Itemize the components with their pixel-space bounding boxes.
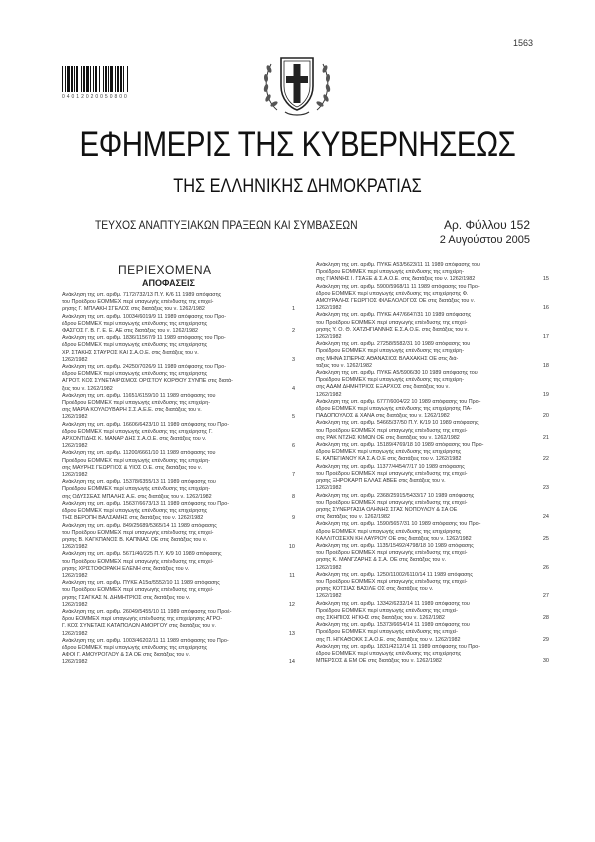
contents-entry-line: Ανάκληση της υπ. αριθμ. 27258/5582/31 10 1989 απόφασης του xyxy=(316,341,471,348)
contents-entry-line: Ανάκληση της υπ. αριθμ. 26049/5455/10 11 1989 απόφασης του Προέ- xyxy=(62,608,232,615)
contents-entry-number: 12 xyxy=(288,601,295,608)
contents-entry-line: ΤΗΣ ΒΕΡΟΠΗ ΒΑΛΣΑΜΗΣ στις διατάξεις του ν. 1262/1982 xyxy=(62,515,204,522)
contents-entry xyxy=(316,399,549,421)
contents-entry xyxy=(62,523,295,552)
contents-entry-line: ρησης Υ. Ο. Θ. ΧΑΤΖΗΓΙΑΝΝΗΣ Ε.Σ.Α.Ο.Ε. στις διατάξεις του ν. xyxy=(316,326,469,333)
contents-entry-line: σης ΑΔΑΜ ΔΗΜΗΤΡΙΟΣ ΕΞΑΡΧΟΣ στις διατάξεις του ν. xyxy=(316,384,450,391)
contents-entry xyxy=(62,501,295,523)
contents-entry-number: 23 xyxy=(542,485,549,492)
contents-entry-line: του Προέδρου ΕΟΜΜΕΧ περί υπαγωγής επένδυσης της επιχεί- xyxy=(316,578,468,585)
coat-of-arms-emblem xyxy=(255,40,339,124)
contents-entry-line: Προέδρου ΕΟΜΜΕΧ περί υπαγωγής επένδυσης της επιχείρη- xyxy=(62,457,211,464)
contents-entry-line: Ανάκληση της υπ. αριθμ. 13342/6232/14 11 1989 απόφασης του xyxy=(316,600,470,607)
contents-entry-line: ρησης ΧΡΙΣΤΟΦΟΡΑΚΗ ΕΛΕΝΗ στις διατάξεις του ν. xyxy=(62,565,190,572)
contents-entry-line: σης ΜΑΥΡΗΣ ΓΕΩΡΓΙΟΣ & ΥΙΟΣ Ο.Ε. στις διατάξεις του ν. xyxy=(62,464,203,471)
contents-entry-line: Προέδρου ΕΟΜΜΕΧ περί υπαγωγής επένδυσης της επιχείρη- xyxy=(316,377,465,384)
contents-entry-line: στις διατάξεις του ν. 1262/1982 xyxy=(316,514,391,521)
contents-entry xyxy=(62,580,295,609)
contents-entry-line: Ανάκληση της υπ. αριθμ. 15378/6355/13 11 1989 απόφασης του xyxy=(62,479,216,486)
contents-entry-number: 26 xyxy=(542,564,549,571)
contents-entry-number: 7 xyxy=(291,472,295,479)
contents-entry xyxy=(316,644,549,666)
contents-entry-line: έδρου ΕΟΜΜΕΧ περί υπαγωγής επένδυσης της επιχείρησης xyxy=(62,644,208,651)
contents-entry-number: 24 xyxy=(542,514,549,521)
contents-entry-number: 19 xyxy=(542,391,549,398)
contents-entry-number: 5 xyxy=(291,414,295,421)
contents-entry-line: έδρου ΕΟΜΜΕΧ περί υπαγωγής επένδυσης της επιχείρησης ΠΑ- xyxy=(316,406,472,413)
contents-entry-line: Ανάκληση της υπ. αριθμ. 6777/6004/22 10 1989 απόφασης του Προ- xyxy=(316,398,481,405)
contents-entry-line: 1262/1982 xyxy=(62,630,88,637)
contents-entry-line: Ανάκληση της υπ. αριθμ. 15189/4769/18 10 1989 απόφασης του Προ- xyxy=(316,442,484,449)
contents-entry-line: 1262/1982 xyxy=(316,305,342,312)
contents-entry-line: ΧΡ. ΣΤΑΚΗΣ ΣΤΑΥΡΟΣ ΚΑΙ Σ.Α.Ο.Ε. στις διατάξεις του ν. xyxy=(62,349,199,356)
contents-entry-number: 29 xyxy=(542,636,549,643)
contents-entry-line: Ανάκληση της υπ. αριθμ. 1590/5657/31 10 1989 απόφασης του Προ- xyxy=(316,521,481,528)
contents-entry-number: 17 xyxy=(542,334,549,341)
contents-entry-line: Ανάκληση της υπ. αριθμ. ΠΥΚΕ Α53/5623/11 11 1989 απόφασης του xyxy=(316,262,480,268)
contents-entry-line: ρησης ΞΗΡΟΚΑΡΠ ΕΛΛΑΣ ΑΒΕΕ στις διατάξεις του ν. xyxy=(316,478,446,485)
contents-entry xyxy=(316,543,549,572)
contents-entry-line: 1262/1982 xyxy=(316,334,342,341)
contents-left-column xyxy=(62,292,295,667)
contents-entry-line: Προέδρου ΕΟΜΜΕΧ περί υπαγωγής επένδυσης της επιχείρη- xyxy=(316,269,465,276)
contents-entry-line: ρησης ΣΥΝΕΡΓΑΣΙΑ ΟΛΗΝΗΣ ΣΓΑΣ ΝΟΠΟΥΛΟΥ & ΣΑ ΟΕ xyxy=(316,506,458,513)
contents-entry-line: έδρου ΕΟΜΜΕΧ περί υπαγωγής επένδυσης της επιχείρησης xyxy=(316,650,462,657)
contents-entry-line: ρησης Β. ΚΑΓΚΠΑΝΟΣ Β. ΚΑΠΝΙΑΣ ΟΕ στις διατάξεις του ν. xyxy=(62,536,208,543)
contents-entry-line: ΑΓΡΟΤ. ΚΟΣ ΣΥΝΕΤΑΙΡΙΣΜΟΣ ΟΡΙΣΤΟΥ ΚΟΡΘΟΥ ΣΥΝΠΕ στις διατά- xyxy=(62,378,233,385)
contents-entry-line: Προέδρου ΕΟΜΜΕΧ περί υπαγωγής επένδυσης της επιχεί- xyxy=(316,607,458,614)
contents-entry xyxy=(316,442,549,464)
contents-entry-number: 4 xyxy=(291,385,295,392)
contents-entry-line: ΠΑΔΟΠΟΥΛΟΣ & ΧΑΝΑ στις διατάξεις του ν. 1262/1982 xyxy=(316,413,450,420)
contents-entry-number: 30 xyxy=(542,658,549,665)
contents-entry-line: 1262/1982 xyxy=(62,544,88,551)
contents-entry xyxy=(316,312,549,341)
contents-entry-line: έδρου ΕΟΜΜΕΧ περί υπαγωγής επένδυσης της επιχείρησης xyxy=(62,342,208,349)
contents-entry-line: ταξεις του ν. 1262/1982 xyxy=(316,362,372,369)
contents-entry-line: Ανάκληση της υπ. αριθμ. ΠΥΚΕ Α5/5906/30 10 1989 απόφασης του xyxy=(316,370,478,377)
contents-entry xyxy=(62,393,295,422)
contents-entry-line: Ανάκληση της υπ. αριθμ. 1836/11567/9 11 1989 απόφασης του Προ- xyxy=(62,335,226,342)
contents-entry-number: 22 xyxy=(542,456,549,463)
contents-entry-line: 1262/1982 xyxy=(316,391,342,398)
contents-entry xyxy=(62,609,295,638)
contents-entry-line: έδρου ΕΟΜΜΕΧ περί υπαγωγής επένδυσης της επιχείρησης xyxy=(62,320,208,327)
contents-entry-number: 11 xyxy=(289,572,295,579)
contents-entry xyxy=(62,638,295,667)
contents-entry xyxy=(316,493,549,522)
issue-date: 2 Αυγούστου 2005 xyxy=(439,234,530,246)
contents-entry-line: Προέδρου ΕΟΜΜΕΧ περί υπαγωγής επένδυσης της επιχείρη- xyxy=(62,400,211,407)
barcode xyxy=(62,66,154,92)
contents-entry xyxy=(62,314,295,336)
page-number: 1563 xyxy=(512,38,533,48)
decisions-heading: ΑΠΟΦΑΣΕΙΣ xyxy=(142,278,195,288)
contents-entry-number: 21 xyxy=(542,434,549,441)
contents-entry-line: σης ΡΑΚ ΝΤΖΗΣ ΚΙΜΩΝ ΟΕ στις διατάξεις του ν. 1262/1982 xyxy=(316,434,460,441)
contents-entry-line: ρησης ΓΣΑΓΚΑΣ Ν. ΔΗΜΗΤΡΙΟΣ στις διατάξεις του ν. xyxy=(62,594,191,601)
contents-entry-line: Ανάκληση της υπ. αριθμ. ΠΥΚΕ Α47/6647/31 10 1989 απόφασης xyxy=(316,312,472,319)
contents-entry-line: Προέδρου ΕΟΜΜΕΧ περί υπαγωγής επένδυσης της επιχεί- xyxy=(316,629,458,636)
masthead-title: ΕΦΗΜΕΡΙΣ ΤΗΣ ΚΥΒΕΡΝΗΣΕΩΣ xyxy=(79,125,516,164)
contents-entry-number: 14 xyxy=(288,659,295,666)
contents-entry-number: 20 xyxy=(542,413,549,420)
contents-entry-line: ΜΠΕΡΣΟΣ & ΕΜ ΟΕ στις διατάξεις του ν. 1262/1982 xyxy=(316,658,442,665)
contents-entry xyxy=(316,341,549,370)
contents-entry-line: Ανάκληση της υπ. αριθμ. 16606/6423/10 11 1989 απόφασης του Προ- xyxy=(62,421,230,428)
contents-entry-line: έδρου ΕΟΜΜΕΧ περί υπαγωγής επένδυσης της επιχείρησης xyxy=(316,449,462,456)
contents-entry-line: του Προέδρου ΕΟΜΜΕΧ περί υπαγωγής επένδυσης της επιχεί- xyxy=(316,550,468,557)
contents-entry-number: 10 xyxy=(288,544,295,551)
contents-entry-line: Ανάκληση της υπ. αριθμ. 7172/732/13 Π.Υ. Κ/6 11 1989 απόφασης xyxy=(62,292,222,298)
contents-entry-line: ρησης Κ. ΜΑΝΓΖΑΡΗΣ & Σ.Α. ΟΕ στις διατάξεις του ν. xyxy=(316,557,447,564)
contents-entry xyxy=(62,479,295,501)
contents-entry-number: 25 xyxy=(542,535,549,542)
contents-entry xyxy=(62,422,295,451)
contents-entry-line: του Προέδρου ΕΟΜΜΕΧ περί υπαγωγής επένδυσης της επιχεί- xyxy=(316,470,468,477)
contents-entry-line: έδρου ΕΟΜΜΕΧ περί υπαγωγής επένδυσης της επιχείρησης Γ. xyxy=(62,428,213,435)
contents-entry-line: έδρου ΕΟΜΜΕΧ περί υπαγωγής επένδυσης της επιχείρησης xyxy=(316,528,462,535)
contents-right-column xyxy=(316,262,549,665)
contents-entry-line: ρησης ΚΟΤΣΙΑΣ ΒΑΣΙΛΕ ΟΣ στις διατάξεις του ν. xyxy=(316,586,434,593)
contents-entry-number: 18 xyxy=(542,362,549,369)
contents-entry-line: 1262/1982 xyxy=(62,443,88,450)
contents-entry-line: 1262/1982 xyxy=(62,601,88,608)
issue-number: Αρ. Φύλλου 152 xyxy=(443,218,530,232)
contents-entry-line: Ανάκληση της υπ. αριθμ. 849/25689/5365/14 11 1989 απόφασης xyxy=(62,522,217,529)
contents-entry xyxy=(316,420,549,442)
contents-entry-number: 2 xyxy=(291,328,295,335)
contents-entry-line: Ανάκληση της υπ. αριθμ. 15373/6654/14 11 1989 απόφασης του xyxy=(316,622,470,629)
contents-entry xyxy=(62,551,295,580)
contents-entry-line: Ανάκληση της υπ. αριθμ. 1831/4212/14 11 1989 απόφασης του Προ- xyxy=(316,643,481,650)
contents-entry-line: 1262/1982 xyxy=(316,485,342,492)
contents-entry-line: Ανάκληση της υπ. αριθμ. 1135/15492/4798/18 10 1989 απόφασης xyxy=(316,542,474,549)
masthead-subtitle: ΤΗΣ ΕΛΛΗΝΙΚΗΣ ΔΗΜΟΚΡΑΤΙΑΣ xyxy=(173,176,422,197)
contents-entry-number: 13 xyxy=(288,630,295,637)
contents-entry-line: 1262/1982 xyxy=(316,564,342,571)
contents-heading: ΠΕΡΙΕΧΟΜΕΝΑ xyxy=(118,263,212,277)
contents-entry-line: ξεις του ν. 1262/1982 xyxy=(62,385,113,392)
contents-entry-line: ρησης Γ. ΜΠΛΑΚΗ ΣΓΕΛΟΣ στις διατάξεις του ν. 1262/1982 xyxy=(62,306,205,313)
contents-entry-line: σης Π. ΗΓΚΑΘΟΚΚ Σ.Α.Ο.Ε. στις διατάξεις του ν. 1262/1982 xyxy=(316,636,461,643)
contents-entry-line: Ανάκληση της υπ. αριθμ. 15637/6673/13 11 1989 απόφασης του Προ- xyxy=(62,500,230,507)
contents-entry-line: Ανάκληση της υπ. αριθμ. 1003/46202/11 11 1989 απόφασης του Προ- xyxy=(62,637,229,644)
contents-entry-number: 9 xyxy=(291,515,295,522)
contents-entry-line: του Προέδρου ΕΟΜΜΕΧ περί υπαγωγής επένδυσης της επιχεί- xyxy=(62,587,214,594)
contents-entry-line: ΑΡΧΟΝΤΙΔΗΣ Κ. ΜΑΝΑΡ ΔΗΣ Σ.Α.Ο.Ε. στις διατάξεις του ν. xyxy=(62,436,207,443)
contents-entry-line: Ανάκληση της υπ. αριθμ. 11200/6661/10 11 1989 απόφασης του xyxy=(62,450,216,457)
contents-entry-line: Γ. ΚΟΣ ΣΥΝΕΤΑΙΣ ΚΑΤΑΠΟΛΩΝ ΑΜΟΡΓΟΥ στις διατάξεις του ν. xyxy=(62,623,216,630)
contents-entry xyxy=(316,262,549,284)
contents-entry-line: 1262/1982 xyxy=(316,593,342,600)
contents-entry xyxy=(62,292,295,314)
contents-entry-line: Ανάκληση της υπ. αριθμ. 5900/5968/11 11 1989 απόφασης του Προ- xyxy=(316,283,480,290)
contents-entry-line: 1262/1982 xyxy=(62,356,88,363)
contents-entry xyxy=(316,284,549,313)
contents-entry-line: 1262/1982 xyxy=(62,414,88,421)
contents-entry-line: Ανάκληση της υπ. αριθμ. 54665/37/50 Π.Υ. Κ/19 10 1989 απόφασης xyxy=(316,420,479,427)
contents-entry xyxy=(316,572,549,601)
contents-entry-line: Ανάκληση της υπ. αριθμ. 11377/4454/7/17 10 1989 απόφασης xyxy=(316,463,465,470)
contents-entry xyxy=(62,450,295,479)
contents-entry-line: Ανάκληση της υπ. αριθμ. 1250/11002/6110/14 11 1989 απόφασης xyxy=(316,571,473,578)
contents-entry-line: σης ΓΙΑΝΝΗΣ Ι. ΓΣΑΞΕ & Σ.Α.Ο.Ε. στις διατάξεις του ν. 1262/1982 xyxy=(316,276,476,283)
contents-entry-line: του Προέδρου ΕΟΜΜΕΧ περί υπαγωγής επένδυσης της επιχεί- xyxy=(316,499,468,506)
contents-entry-line: έδρου ΕΟΜΜΕΧ περί υπαγωγής επένδυσης της επιχείρησης xyxy=(62,508,208,515)
contents-entry-number: 1 xyxy=(291,306,295,313)
contents-entry-number: 8 xyxy=(291,493,295,500)
contents-entry-line: Ανάκληση της υπ. αριθμ. ΠΥΚΕ Α15α/5552/10 11 1989 απόφασης xyxy=(62,580,220,587)
contents-entry-line: ΚΑΛΛΙΤΟΣΕΧΝ ΚΗ ΛΑΥΡΙΟΥ ΟΕ στις διατάξεις του ν. 1262/1982 xyxy=(316,535,472,542)
contents-entry-line: σης ΜΗΝΑ ΣΠΕΡΗΣ ΑΘΑΝΑΣΙΟΣ ΒΛΑΧΑΚΗΣ ΟΕ στις διά- xyxy=(316,355,459,362)
contents-entry xyxy=(316,370,549,399)
contents-entry-number: 16 xyxy=(542,305,549,312)
contents-entry-line: Προέδρου ΕΟΜΜΕΧ περί υπαγωγής επένδυσης της επιχείρη- xyxy=(316,348,465,355)
contents-entry-line: Ανάκληση της υπ. αριθμ. 24250/7026/9 11 1989 απόφασης του Προ- xyxy=(62,364,227,371)
contents-entry-line: Ανάκληση της υπ. αριθμ. 10034/6019/9 11 1989 απόφασης του Προ- xyxy=(62,313,227,320)
contents-entry-line: έδρου ΕΟΜΜΕΧ περί υπαγωγής επένδυσης της επιχείρησης xyxy=(62,371,208,378)
contents-entry-number: 3 xyxy=(291,356,295,363)
contents-entry xyxy=(62,364,295,393)
contents-entry-line: του Προέδρου ΕΟΜΜΕΧ περί υπαγωγής επένδυσης της επιχεί- xyxy=(316,319,468,326)
contents-entry-line: σης ΜΑΡΙΑ ΚΟΥΛΟΥΒΑΡΗ Σ.Σ.Α.Ε.Ε. στις διατάξεις του ν. xyxy=(62,407,202,414)
contents-entry-line: Προέδρου ΕΟΜΜΕΧ περί υπαγωγής επένδυσης της επιχείρη- xyxy=(62,486,211,493)
contents-entry-line: Ε. ΚΑΠΕΓΙΑΝΟΥ ΚΑ Σ.Α.Ο.Ε στις διατάξεις του ν. 1262/1982 xyxy=(316,456,462,463)
contents-entry xyxy=(316,601,549,623)
barcode-number: 0 4 0 1 2 0 2 0 0 5 0 8 0 0 xyxy=(62,94,128,100)
contents-entry-line: του Προέδρου ΕΟΜΜΕΧ περί υπαγωγής επένδυσης της επιχεί- xyxy=(62,558,214,565)
series-label: ΤΕΥΧΟΣ ΑΝΑΠΤΥΞΙΑΚΩΝ ΠΡΑΞΕΩΝ ΚΑΙ ΣΥΜΒΑΣΕΩΝ xyxy=(95,218,358,232)
contents-entry xyxy=(316,622,549,644)
contents-entry xyxy=(62,335,295,364)
contents-entry-line: 1262/1982 xyxy=(62,659,88,666)
contents-entry-number: 6 xyxy=(291,443,295,450)
contents-entry-line: ΦΑΣΓΟΣ Γ. Β. Γ. Ε. Ε. ΑΕ στις διατάξεις του ν. 1262/1982 xyxy=(62,328,198,335)
contents-entry xyxy=(316,521,549,543)
contents-entry-line: Ανάκληση της υπ. αριθμ. 5671/40/225 Π.Υ. Κ/9 10 1989 απόφασης xyxy=(62,551,222,558)
contents-entry-line: του Προέδρου ΕΟΜΜΕΧ περί υπαγωγής επένδυσης της επιχεί- xyxy=(316,427,468,434)
contents-entry-line: ΑΜΟΥΡΑΛΗΣ ΓΕΩΡΓΙΟΣ ΦΙΛΕΛΟΛΟΓΟΣ ΟΕ στις διατάξεις του ν. xyxy=(316,298,476,305)
contents-entry-line: έδρου ΕΟΜΜΕΧ περί υπαγωγής επένδυσης της επιχείρησης Φ. xyxy=(316,290,469,297)
contents-entry-line: 1262/1982 xyxy=(62,472,88,479)
contents-entry-line: ΑΦΟΙ Γ. ΑΜΟΥΡΟΓΛΟΥ & ΣΑ ΟΕ στις διατάξεις του ν. xyxy=(62,652,191,659)
contents-entry-line: Ανάκληση της υπ. αριθμ. 11651/6159/10 11 1989 απόφασης του xyxy=(62,392,216,399)
contents-entry-line: Ανάκληση της υπ. αριθμ. 2368/25915/5433/17 10 1989 απόφασης xyxy=(316,492,475,499)
contents-entry xyxy=(316,464,549,493)
contents-entry-line: δρου ΕΟΜΜΕΧ περί υπαγωγής επένδυσης της επιχείρησης ΑΓΡΟ- xyxy=(62,616,223,623)
contents-entry-line: 1262/1982 xyxy=(62,572,88,579)
contents-entry-number: 28 xyxy=(542,614,549,621)
contents-entry-line: του Προέδρου ΕΟΜΜΕΧ περί υπαγωγής επένδυσης της επιχεί- xyxy=(62,299,214,306)
contents-entry-line: του Προέδρου ΕΟΜΜΕΧ περί υπαγωγής επένδυσης της επιχεί- xyxy=(62,529,214,536)
contents-entry-line: σης ΣΚΗΠΙΟΣ ΗΓΚΗΣ στις διατάξεις του ν. 1262/1982 xyxy=(316,614,445,621)
contents-entry-line: σης ΟΔΥΣΣΕΑΣ ΜΠΑΛΗΣ Α.Ε. στις διατάξεις του ν. 1262/1982 xyxy=(62,493,212,500)
contents-entry-number: 15 xyxy=(542,276,549,283)
contents-entry-number: 27 xyxy=(542,593,549,600)
